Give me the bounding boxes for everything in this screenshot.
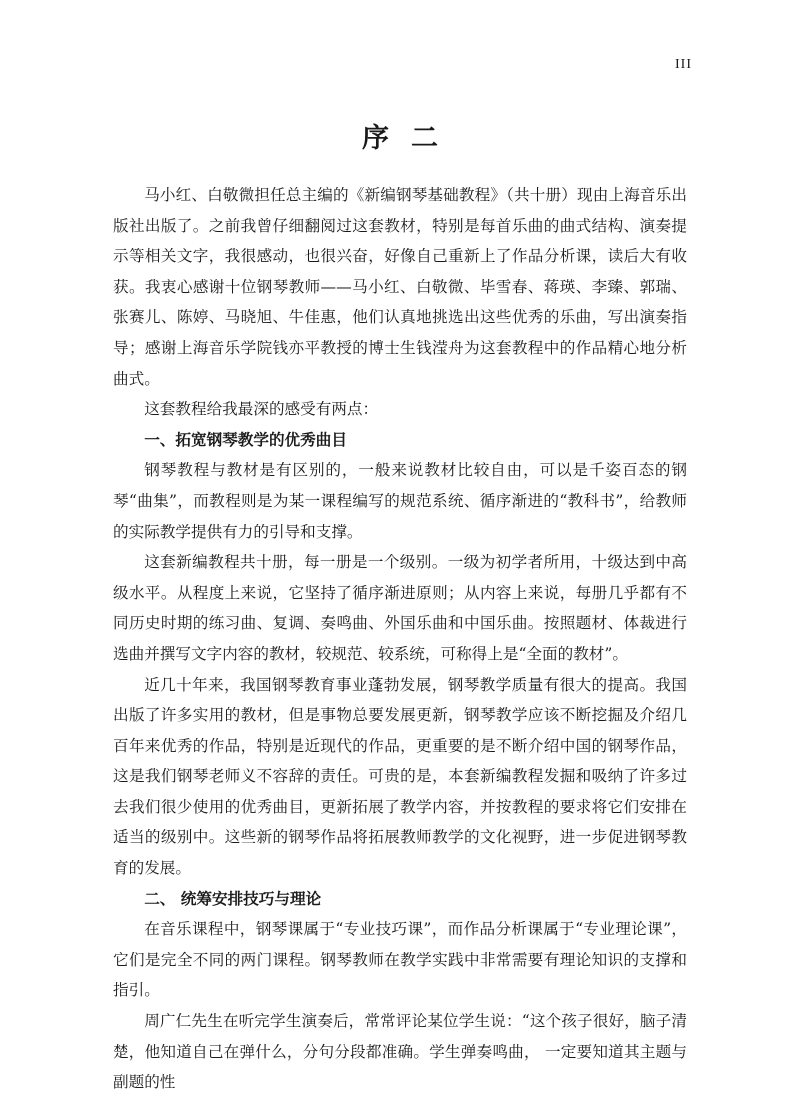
paragraph-ten-volumes: 这套新编教程共十册，每一册是一个级别。一级为初学者所用，十级达到中高级水平。从程度上来说，它坚持了循序渐进原则；从内容上来说，每册几乎都有不同历史时期的练习曲、复调、奏鸣曲、外国乐曲和中国乐曲。按照题材、体裁进行选曲并撰写文字内容的教材，较规范、较系统，可称得上是“全面的教材”。 xyxy=(113,553,687,663)
page-title xyxy=(0,116,800,155)
paragraph-zhou-guangren: 周广仁先生在听完学生演奏后，常常评论某位学生说：“这个孩子很好，脑子清楚，他知道自己在弹什么，分句分段都准确。学生弹奏鸣曲， 一定要知道其主题与副题的性 xyxy=(113,1012,687,1092)
paragraph-textbook-vs-course: 钢琴教程与教材是有区别的，一般来说教材比较自由，可以是千姿百态的钢琴“曲集”，而教程则是为某一课程编写的规范系统、循序渐进的“教科书”，给教师的实际教学提供有力的引导和支撑。 xyxy=(113,461,687,541)
section-heading-2: 二、 统筹安排技巧与理论 xyxy=(144,889,322,908)
paragraph-recent-decades: 近几十年来，我国钢琴教育事业蓬勃发展，钢琴教学质量有很大的提高。我国出版了许多实用的教材，但是事物总要发展更新，钢琴教学应该不断挖掘及介绍几百年来优秀的作品，特别是近现代的作品，更重要的是不断介绍中国的钢琴作品，这是我们钢琴老师义不容辞的责任。可贵的是，本套新编教程发掘和吸纳了许多过去我们很少使用的优秀曲目，更新拓展了教学内容，并按教程的要求将它们安排在适当的级别中。这些新的钢琴作品将拓展教师教学的文化视野，进一步促进钢琴教育的发展。 xyxy=(113,675,687,878)
paragraph-skills-theory: 在音乐课程中，钢琴课属于“专业技巧课”，而作品分析课属于“专业理论课”，它们是完全不同的两门课程。钢琴教师在教学实践中非常需要有理论知识的支撑和指引。 xyxy=(113,920,687,1000)
section-heading-1: 一、拓宽钢琴教学的优秀曲目 xyxy=(144,430,347,449)
paragraph-intro: 马小红、白敬微担任总主编的《新编钢琴基础教程》（共十册）现由上海音乐出版社出版了。之前我曾仔细翻阅过这套教材，特别是每首乐曲的曲式结构、演奏提示等相关文字，我很感动，也很兴奋，好像自己重新上了作品分析课，读后大有收获。我衷心感谢十位钢琴教师——马小红、白敬微、毕雪春、蒋瑛、李臻、郭瑞、张赛儿、陈婷、马晓旭、牛佳惠，他们认真地挑选出这些优秀的乐曲，写出演奏指导；感谢上海音乐学院钱亦平教授的博士生钱滢舟为这套教程中的作品精心地分析曲式。 xyxy=(113,186,687,388)
paragraph-two-points: 这套教程给我最深的感受有两点： xyxy=(144,400,379,419)
page-number: III xyxy=(675,57,692,72)
title-char-1: 序 xyxy=(362,123,389,154)
preface-body xyxy=(113,180,687,1098)
title-char-2: 二 xyxy=(411,123,438,154)
